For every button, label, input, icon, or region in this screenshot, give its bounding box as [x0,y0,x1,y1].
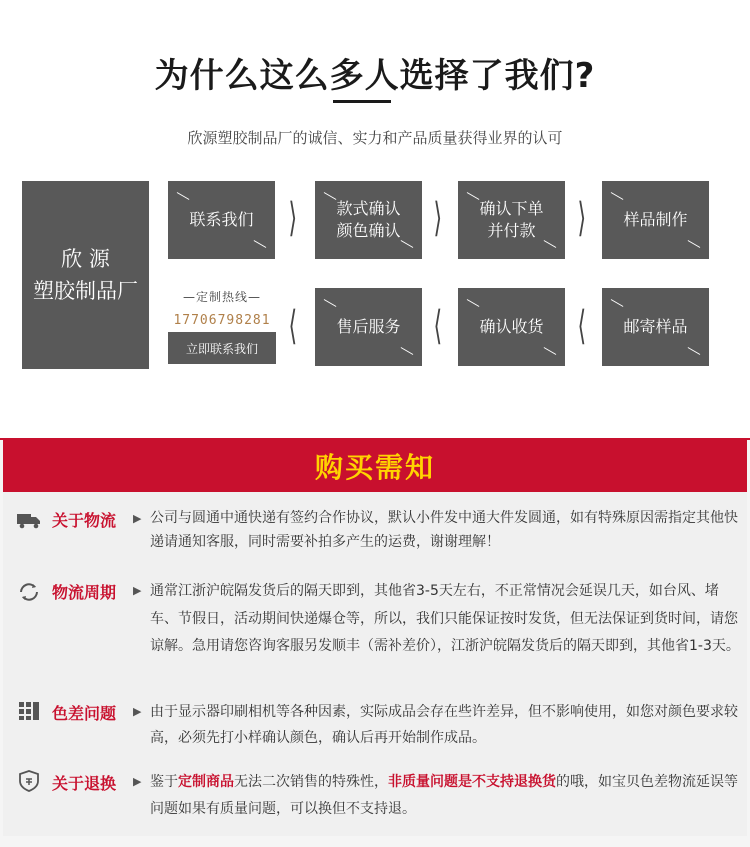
step-after-sales-label: 售后服务 [336,317,401,336]
hotline-number[interactable]: 17706798281 [173,313,271,328]
truck-icon [16,510,42,530]
company-tile [22,181,149,369]
step-place-order [458,181,565,259]
step-confirm-color-label: 颜色确认 [336,221,401,240]
notice-text: 由于显示器印刷相机等各种因素，实际成品会存在些许差异，但不影响使用，如您对颜色要求较高，必须先打小样确认颜色，确认后再开始制作成品。 [150,704,738,746]
triangle-icon: ▶ [133,512,142,525]
step-mail-sample [602,288,709,366]
notice-highlight: 非质量问题是不支持退换货 [388,774,556,790]
notice-text: 通常江浙沪皖隔发货后的隔天即到，其他省3-5天左右，不正常情况会延误几天，如台风、堵车、节假日，活动期间快递爆仓等，所以，我们只能保证按时发货，但无法保证到货时间，请您谅解。急用请您咨询客服另发顺丰（需补差价），江浙沪皖隔发货后的隔天即到，其他省1-3天。 [150,583,740,654]
notice-title: 购买需知 [314,451,435,484]
company-name-line2: 塑胶制品厂 [33,279,138,303]
notice-text-part: 的哦，如宝贝色差物流延误等问题如果有质量问题，可以换但不支持退。 [150,774,738,817]
notice-highlight: 定制商品 [178,774,234,790]
step-mail-sample-label: 邮寄样品 [623,317,688,336]
shield-icon [16,771,42,791]
hotline-block [168,288,276,328]
page-subtitle: 欣源塑胶制品厂的诚信、实力和产品质量获得业界的认可 [187,129,563,147]
step-confirm-style-label: 款式确认 [336,199,401,218]
notice-header [3,440,747,492]
notice-text: 公司与圆通中通快递有签约合作协议，默认小件发中通大件发圆通，如有特殊原因需指定其他快递请通知客服，同时需要补拍多产生的运费，谢谢理解！ [150,510,738,550]
notice-text [150,769,740,823]
arrow-right-icon: ⟩ [577,195,587,241]
palette-icon [16,701,42,721]
hotline-label: —定制热线— [182,290,261,304]
notice-text-part: 鉴于 [150,774,178,790]
step-place-order-label: 确认下单 [479,199,544,218]
step-after-sales [315,288,422,366]
arrow-right-icon: ⟩ [433,195,443,241]
arrow-right-icon: ⟩ [288,195,298,241]
step-sample-making [602,181,709,259]
refresh-icon [16,582,42,602]
step-contact-us[interactable] [168,181,275,259]
contact-now-button[interactable]: 立即联系我们 [168,332,276,364]
page-title: 为什么这么多人选择了我们? [154,56,596,96]
company-name-line1: 欣 源 [61,247,110,271]
notice-body [3,492,747,836]
step-confirm-receipt-label: 确认收货 [479,317,544,336]
arrow-left-icon: ⟨ [577,303,587,349]
arrow-left-icon: ⟨ [433,303,443,349]
step-pay-label: 并付款 [487,221,536,240]
step-confirm-style [315,181,422,259]
step-confirm-receipt [458,288,565,366]
step-contact-us-label: 联系我们 [189,210,254,229]
title-underline [333,100,391,103]
notice-heading: 关于退换 [52,774,117,793]
notice-heading: 物流周期 [52,583,117,602]
notice-heading: 关于物流 [52,511,117,530]
notice-text-part: 无法二次销售的特殊性， [234,774,388,790]
triangle-icon: ▶ [133,584,142,597]
notice-heading: 色差问题 [52,704,117,723]
step-sample-making-label: 样品制作 [623,210,688,229]
triangle-icon: ▶ [133,775,142,788]
arrow-left-icon: ⟨ [288,303,298,349]
triangle-icon: ▶ [133,705,142,718]
